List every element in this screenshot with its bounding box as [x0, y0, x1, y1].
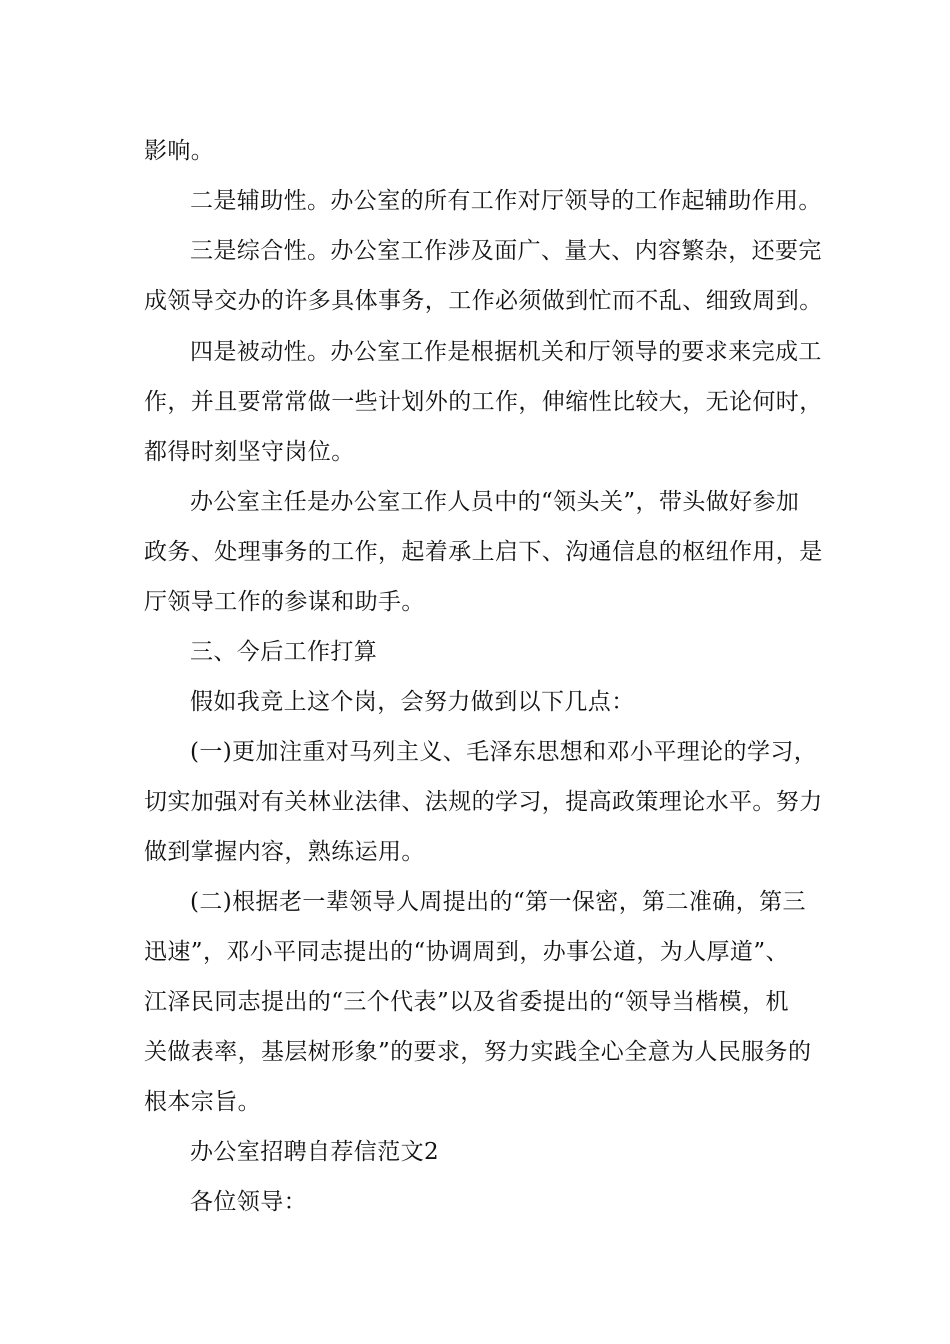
text-line: 四是被动性。办公室工作是根据机关和厅领导的要求来完成工 [190, 339, 822, 365]
text-line: (一)更加注重对马列主义、毛泽东思想和邓小平理论的学习， [190, 739, 818, 765]
text-line: 迅速”，邓小平同志提出的“协调周到，办事公道，为人厚道”、 [144, 939, 789, 965]
text-line: 根本宗旨。 [144, 1089, 261, 1115]
text-line: 切实加强对有关林业法律、法规的学习，提高政策理论水平。努力 [144, 789, 823, 815]
text-line: 都得时刻坚守岗位。 [144, 439, 355, 465]
text-line: 作，并且要常常做一些计划外的工作，伸缩性比较大，无论何时， [144, 389, 823, 415]
text-line: 做到掌握内容，熟练运用。 [144, 839, 425, 865]
text-line: 办公室主任是办公室工作人员中的“领头关”，带头做好参加 [190, 489, 800, 515]
document-subtitle: 办公室招聘自荐信范文2 [190, 1139, 440, 1165]
text-line: 假如我竞上这个岗，会努力做到以下几点： [190, 689, 635, 715]
text-line: 关做表率，基层树形象”的要求，努力实践全心全意为人民服务的 [144, 1039, 812, 1065]
text-line: 江泽民同志提出的“三个代表”以及省委提出的“领导当楷模，机 [144, 989, 789, 1015]
text-line: 厅领导工作的参谋和助手。 [144, 589, 425, 615]
section-heading: 三、今后工作打算 [190, 639, 378, 665]
text-line: 二是辅助性。办公室的所有工作对厅领导的工作起辅助作用。 [190, 188, 822, 214]
text-line: 成领导交办的许多具体事务，工作必须做到忙而不乱、细致周到。 [144, 288, 823, 314]
text-line: (二)根据老一辈领导人周提出的“第一保密，第二准确，第三 [190, 889, 806, 915]
text-line: 政务、处理事务的工作，起着承上启下、沟通信息的枢纽作用，是 [144, 539, 823, 565]
salutation: 各位领导： [190, 1189, 307, 1215]
text-line: 三是综合性。办公室工作涉及面广、量大、内容繁杂，还要完 [190, 238, 822, 264]
text-line: 影响。 [144, 138, 215, 164]
